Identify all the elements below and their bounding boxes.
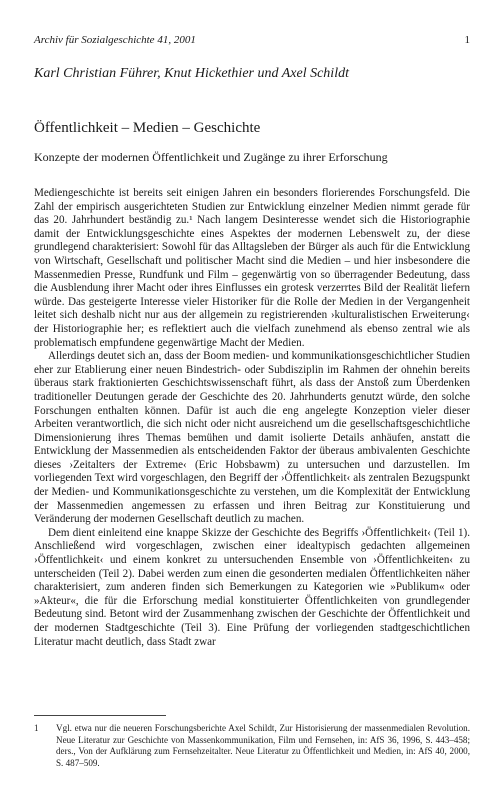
footnote-text: Vgl. etwa nur die neueren Forschungsberichte Axel Schildt, Zur Historisierung der massenmedialen Revolution. Neue Literatur zur Geschichte von Massenkommunikation, Film und Fernsehen, in: AfS 36, 1996, S. 443–458; ders., Von der Aufklärung zum Fernsehzeitalter. Neue Literatur zu Öffentlichkeit und Medien, in: AfS 40, 2000, S. 487–509. — [56, 723, 470, 769]
body-paragraph: Allerdings deutet sich an, dass der Boom medien- und kommunikationsgeschichtlicher Studien eher zur Etablierung einer neuen Bindestrich- oder Subdisziplin im Rahmen der ohnehin bereits überaus stark fraktionierten Geschichtswissenschaft führt, als dass der Anstoß zum Überdenken traditioneller Deutungen gerade der Geschichte des 20. Jahrhunderts genutzt würde, den solche Forschungen enthalten können. Dafür ist auch die eng angelegte Konzeption vieler dieser Arbeiten verantwortlich, die sich nicht oder nicht ausreichend um die gesellschaftsgeschichtliche Dimensionierung ihres Themas bemühen und damit isolierte Details anhäufen, anstatt die Entwicklung der Massenmedien als entscheidenden Faktor der überaus ambivalenten Geschichte dieses ›Zeitalters der Extreme‹ (Eric Hobsbawm) zu untersuchen und darzustellen. Im vorliegenden Text wird vorgeschlagen, den Begriff der ›Öffentlichkeit‹ als zentralen Bezugspunkt der Medien- und Kommunikationsgeschichte zu verstehen, um die Komplexität der Entwicklung der Massenmedien angemessen zu erfassen und ihren Beitrag zur Konstituierung und Veränderung der modernen Gesellschaft deutlich zu machen. — [34, 350, 470, 526]
article-title: Öffentlichkeit – Medien – Geschichte — [34, 120, 261, 136]
running-header — [34, 34, 470, 46]
footnote — [34, 723, 470, 770]
footnote-number: 1 — [34, 723, 39, 733]
journal-citation: Archiv für Sozialgeschichte 41, 2001 — [34, 34, 196, 46]
footnote-divider — [34, 715, 166, 716]
author-line: Karl Christian Führer, Knut Hickethier und Axel Schildt — [34, 66, 349, 81]
body-paragraph: Mediengeschichte ist bereits seit einigen Jahren ein besonders florierendes Forschungsfeld. Die Zahl der empirisch ausgerichteten Studien zur Entwicklung einzelner Medien nimmt gerade für das 20. Jahrhundert beständig zu.¹ Nach langem Desinteresse wendet sich die Historiographie damit der Entwicklungsgeschichte eines Aspektes der modernen Lebenswelt zu, der diese grundlegend charakterisiert: Sowohl für das Alltagsleben der Bürger als auch für die Entwicklung von Wirtschaft, Gesellschaft und politischer Macht sind die Medien – und hier insbesondere die Massenmedien Presse, Rundfunk und Film – gegenwärtig von so überragender Bedeutung, dass die Ausblendung ihrer Macht oder ihres Einflusses ein grotesk verzerrtes Bild der Realität liefern würde. Das gesteigerte Interesse vieler Historiker für die Rolle der Medien in der Vergangenheit leitet sich deshalb nicht nur aus der allgemein zu registrierenden ›kulturalistischen Erweiterung‹ der Historiographie her; es reflektiert auch die vielfach zunehmend als ebenso zentral wie als problematisch empfundene gegenwärtige Macht der Medien. — [34, 187, 470, 349]
article-subtitle: Konzepte der modernen Öffentlichkeit und Zugänge zu ihrer Erforschung — [34, 150, 388, 164]
page-number: 1 — [464, 34, 470, 46]
article-body — [34, 187, 470, 649]
body-paragraph: Dem dient einleitend eine knappe Skizze der Geschichte des Begriffs ›Öffentlichkeit‹ (Teil 1). Anschließend wird vorgeschlagen, zwischen einer idealtypisch gedachten allgemeinen ›Öffentlichkeit‹ und einem konkret zu untersuchenden Ensemble von ›Öffentlichkeiten‹ zu unterscheiden (Teil 2). Dabei werden zum einen die gesonderten medialen Öffentlichkeiten näher charakterisiert, zum anderen finden sich Bemerkungen zu Kategorien wie »Publikum« oder »Akteur«, die für die Erforschung medial konstituierter Öffentlichkeiten von grundlegender Bedeutung sind. Betont wird der Zusammenhang zwischen der Geschichte der Öffentlichkeit und der modernen Stadtgeschichte (Teil 3). Eine Prüfung der vorliegenden stadtgeschichtlichen Literatur macht deutlich, dass Stadt zwar — [34, 526, 470, 648]
footnotes — [34, 723, 470, 770]
